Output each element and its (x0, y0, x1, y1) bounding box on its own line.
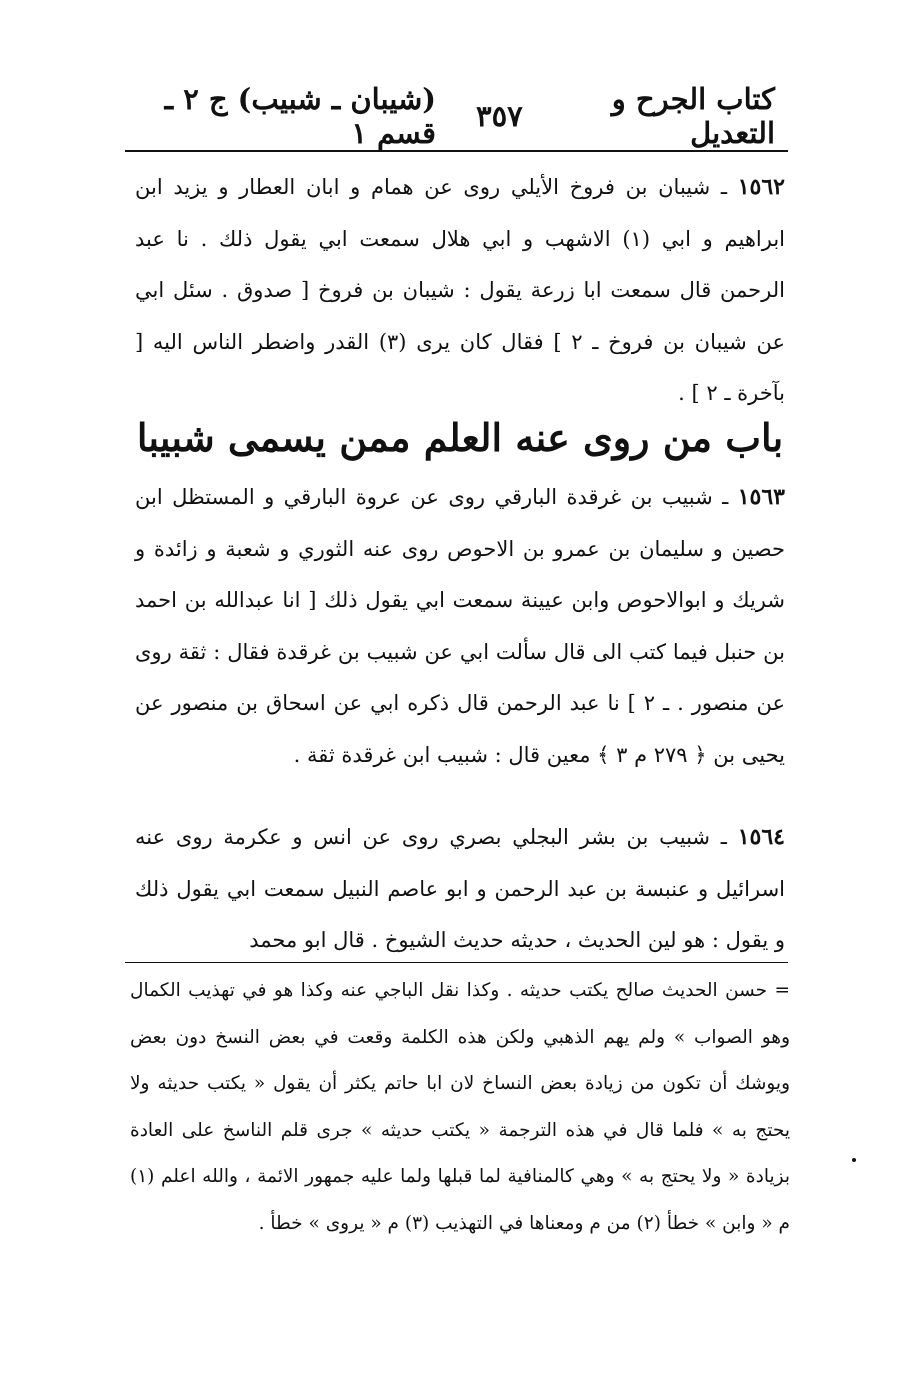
chapter-heading: باب من روى عنه العلم ممن يسمى شبيبا (136, 415, 784, 460)
entry-1563 (135, 472, 785, 781)
entry-number: ١٥٦٣ (737, 484, 785, 510)
entry-number: ١٥٦٤ (737, 824, 785, 850)
entry-1564 (135, 812, 785, 967)
page-header (135, 82, 775, 150)
ink-speck (852, 1158, 856, 1162)
footnote-rule (125, 962, 788, 963)
entry-1562 (135, 162, 785, 420)
book-title: كتاب الجرح و التعديل (611, 82, 775, 150)
page-number: ٣٥٧ (476, 99, 523, 133)
entry-number: ١٥٦٢ (737, 174, 785, 200)
header-rule (125, 150, 788, 152)
section-label: (شيبان ـ شبيب) ج ٢ ـ قسم ١ (164, 82, 437, 150)
entry-text: ـ شيبان بن فروخ الأيلي روى عن همام و ابان العطار و يزيد ابن ابراهيم و ابي (١) الاشهب و ابي هلال سمعت ابي يقول ذلك . نا عبد الرحمن قال سمعت ابا زرعة يقول : شيبان بن فروخ [ صدوق . سئل ابي عن شيبان بن فروخ ـ ٢ ] فقال كان يرى (٣) القدر واضطر الناس اليه [ بآخرة ـ ٢ ] . (135, 175, 786, 405)
entry-text: ـ شبيب بن بشر البجلي بصري روى عن انس و عكرمة روى عنه اسرائيل و عنبسة بن عبد الرحمن و ابو عاصم النبيل سمعت ابي يقول ذلك و يقول : هو لين الحديث ، حديثه حديث الشيوخ . قال ابو محمد (135, 825, 785, 952)
entry-text: ـ شبيب بن غرقدة البارقي روى عن عروة البارقي و المستظل ابن حصين و سليمان بن عمرو بن الاحوص روى عنه الثوري و شعبة و زائدة و شريك و ابوالاحوص وابن عيينة سمعت ابي يقول ذلك [ انا عبدالله بن احمد بن حنبل فيما كتب الى قال سألت ابي عن شبيب بن غرقدة فقال : ثقة روى عن منصور . ـ ٢ ] نا عبد الرحمن قال ذكره ابي عن اسحاق بن منصور عن يحيى بن ﴿ ٢٧٩ م ٣ ﴾ معين قال : شبيب ابن غرقدة ثقة . (135, 485, 785, 767)
footnotes: = حسن الحديث صالح يكتب حديثه . وكذا نقل الباجي عنه وكذا هو في تهذيب الكمال وهو الصواب » ولم يهم الذهبي ولكن هذه الكلمة وقعت في بعض النسخ دون بعض ويوشك أن تكون من زيادة بعض النساخ لان ابا حاتم يكثر أن يقول « يكتب حديثه ولا يحتج به » فلما قال في هذه الترجمة « يكتب حديثه » جرى قلم الناسخ على العادة بزيادة « ولا يحتج به » وهي كالمنافية لما قبلها ولما عليه جمهور الائمة ، والله اعلم (١) م « وابن » خطأ (٢) من م ومعناها في التهذيب (٣) م « يروى » خطأ . (130, 980, 790, 1234)
